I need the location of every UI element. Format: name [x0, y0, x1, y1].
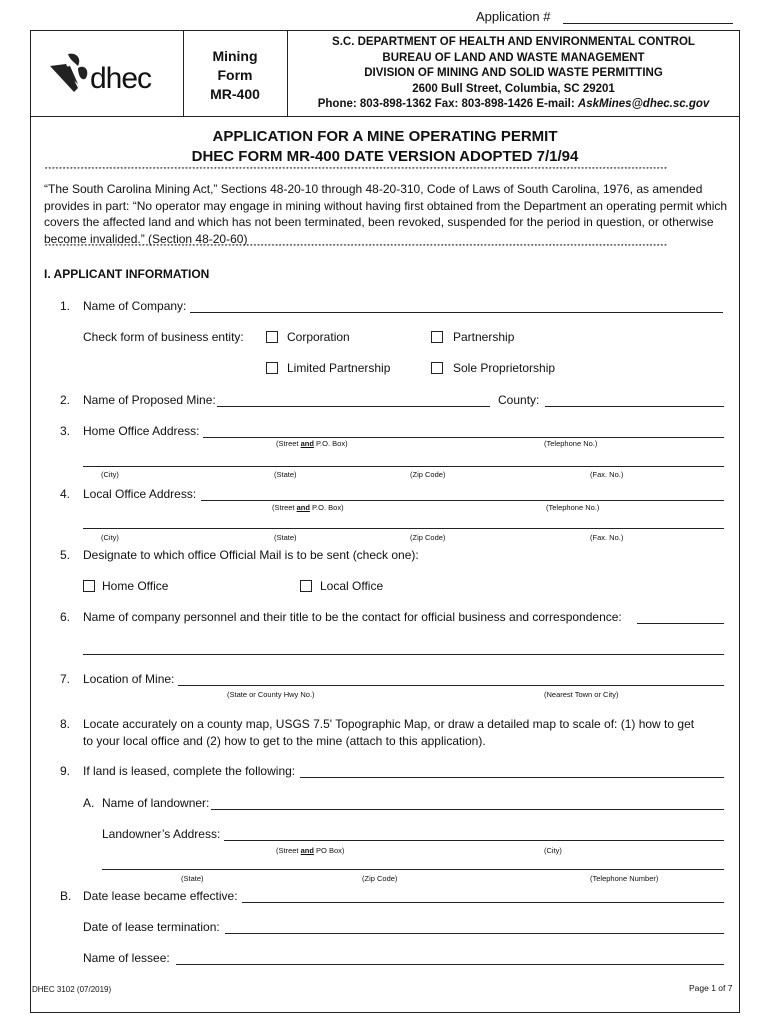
fax-caption: (Fax. No.) [590, 533, 624, 542]
agency-contact [287, 97, 740, 113]
page-number: Page 1 of 7 [689, 983, 733, 993]
corporation-checkbox[interactable] [266, 331, 278, 343]
landowner-label: Name of landowner: [102, 796, 210, 810]
q8-text-line2: to your local office and (2) how to get to the mine (attach to this application). [83, 734, 486, 748]
q3-label: Home Office Address: [83, 424, 200, 438]
q1-number: 1. [60, 299, 71, 313]
contact-email[interactable]: AskMines@dhec.sc.gov [577, 98, 710, 110]
lessee-label: Name of lessee: [83, 951, 170, 965]
q2-label: Name of Proposed Mine: [83, 393, 216, 407]
q9-number: 9. [60, 764, 71, 778]
city-caption: (City) [101, 533, 119, 542]
landowner-address-label: Landowner’s Address: [102, 827, 221, 841]
telephone-caption: (Telephone No.) [544, 439, 598, 448]
lease-termination-label: Date of lease termination: [83, 920, 220, 934]
lease-effective-field[interactable] [242, 902, 724, 903]
local-office-label: Local Office [320, 579, 384, 593]
q1-label: Name of Company: [83, 299, 187, 313]
q7-number: 7. [60, 672, 71, 686]
home-office-label: Home Office [102, 579, 169, 593]
agency-address: 2600 Bull Street, Columbia, SC 29201 [412, 82, 615, 95]
qb-letter: B. [60, 889, 72, 903]
state-caption: (State) [274, 470, 297, 479]
telephone-caption: (Telephone Number) [590, 874, 659, 883]
form-border [30, 30, 740, 1013]
q7-label: Location of Mine: [83, 672, 175, 686]
form-label-line: Mining [212, 48, 258, 64]
dhec-logo [48, 48, 173, 98]
home-office-street-field[interactable] [203, 437, 724, 438]
form-label [183, 47, 287, 104]
partnership-checkbox[interactable] [431, 331, 443, 343]
landowner-city-field[interactable] [102, 869, 724, 870]
entity-label: Check form of business entity: [83, 330, 244, 344]
sole-proprietorship-label: Sole Proprietorship [453, 361, 556, 375]
form-label-line: Form [217, 67, 253, 83]
lessee-name-field[interactable] [176, 964, 724, 965]
street-caption: (Street and P.O. Box) [272, 503, 344, 512]
application-number-field[interactable] [563, 23, 733, 24]
limited-partnership-label: Limited Partnership [287, 361, 391, 375]
landowner-name-field[interactable] [211, 809, 724, 810]
landowner-street-field[interactable] [224, 840, 724, 841]
partnership-label: Partnership [453, 330, 515, 344]
company-name-field[interactable] [190, 312, 723, 313]
highway-caption: (State or County Hwy No.) [227, 690, 315, 699]
q6-number: 6. [60, 610, 71, 624]
proposed-mine-field[interactable] [217, 406, 490, 407]
form-subtitle: DHEC FORM MR-400 DATE VERSION ADOPTED 7/1/94 [191, 148, 579, 165]
local-office-street-field[interactable] [201, 500, 724, 501]
q9-label: If land is leased, complete the following: [83, 764, 296, 778]
nearest-town-caption: (Nearest Town or City) [544, 690, 619, 699]
agency-info [287, 35, 740, 113]
corporation-label: Corporation [287, 330, 350, 344]
division-name: DIVISION OF MINING AND SOLID WASTE PERMITTING [364, 67, 663, 79]
bureau-name: BUREAU OF LAND AND WASTE MANAGEMENT [382, 51, 645, 64]
header-divider [30, 116, 740, 117]
q2-number: 2. [60, 393, 71, 407]
q4-label: Local Office Address: [83, 487, 197, 501]
q8-text-line1: Locate accurately on a county map, USGS 7.5' Topographic Map, or draw a detailed map to scale of: (1) how to get [83, 717, 695, 731]
form-title: APPLICATION FOR A MINE OPERATING PERMIT [212, 128, 558, 145]
application-number-label: Application # [476, 9, 551, 24]
q3-number: 3. [60, 424, 71, 438]
contact-phone-fax: Phone: 803-898-1362 Fax: 803-898-1426 E-mail: [317, 98, 578, 110]
limited-partnership-checkbox[interactable] [266, 362, 278, 374]
street-caption: (Street and PO Box) [276, 846, 345, 855]
county-field[interactable] [545, 406, 724, 407]
qa-letter: A. [83, 796, 95, 810]
lease-effective-label: Date lease became effective: [83, 889, 238, 903]
state-caption: (State) [274, 533, 297, 542]
telephone-caption: (Telephone No.) [546, 503, 600, 512]
fax-caption: (Fax. No.) [590, 470, 624, 479]
lease-info-field[interactable] [300, 777, 724, 778]
q5-number: 5. [60, 548, 71, 562]
local-office-city-field[interactable] [83, 528, 724, 529]
home-office-city-field[interactable] [83, 466, 724, 467]
lease-termination-field[interactable] [225, 933, 724, 934]
home-office-checkbox[interactable] [83, 580, 95, 592]
mining-act-quote: “The South Carolina Mining Act,” Sections 48-20-10 through 48-20-310, Code of Laws of South Carolina, 1976, as amended provides in part: “No operator may engage in mining without having first obtained from the Department an operating permit which covers the affected land and which has not been terminated, been revoked, suspended for the period in question, or otherwise become invalided.” (Section 48-20-60) [44, 182, 728, 246]
star-separator: ***************************************************************************************************************************************************************************** [44, 244, 667, 252]
q4-number: 4. [60, 487, 71, 501]
q5-label: Designate to which office Official Mail is to be sent (check one): [83, 548, 419, 562]
agency-name: S.C. DEPARTMENT OF HEALTH AND ENVIRONMENTAL CONTROL [332, 36, 695, 48]
q6-label: Name of company personnel and their title to be the contact for official business and correspondence: [83, 610, 622, 624]
section-applicant-info: I. APPLICANT INFORMATION [44, 267, 210, 281]
logo-text: dhec [90, 62, 152, 95]
zip-caption: (Zip Code) [410, 533, 446, 542]
zip-caption: (Zip Code) [410, 470, 446, 479]
mine-location-field[interactable] [178, 685, 724, 686]
star-separator: ***************************************************************************************************************************************************************************** [44, 167, 667, 175]
contact-personnel-field[interactable] [637, 623, 724, 624]
contact-personnel-field-2[interactable] [83, 654, 724, 655]
city-caption: (City) [544, 846, 562, 855]
state-caption: (State) [181, 874, 204, 883]
zip-caption: (Zip Code) [362, 874, 398, 883]
footer-form-code: DHEC 3102 (07/2019) [32, 985, 112, 994]
q8-number: 8. [60, 717, 71, 731]
street-caption: (Street and P.O. Box) [276, 439, 348, 448]
sole-proprietorship-checkbox[interactable] [431, 362, 443, 374]
county-label: County: [498, 393, 540, 407]
local-office-checkbox[interactable] [300, 580, 312, 592]
city-caption: (City) [101, 470, 119, 479]
form-label-line: MR-400 [210, 86, 260, 102]
